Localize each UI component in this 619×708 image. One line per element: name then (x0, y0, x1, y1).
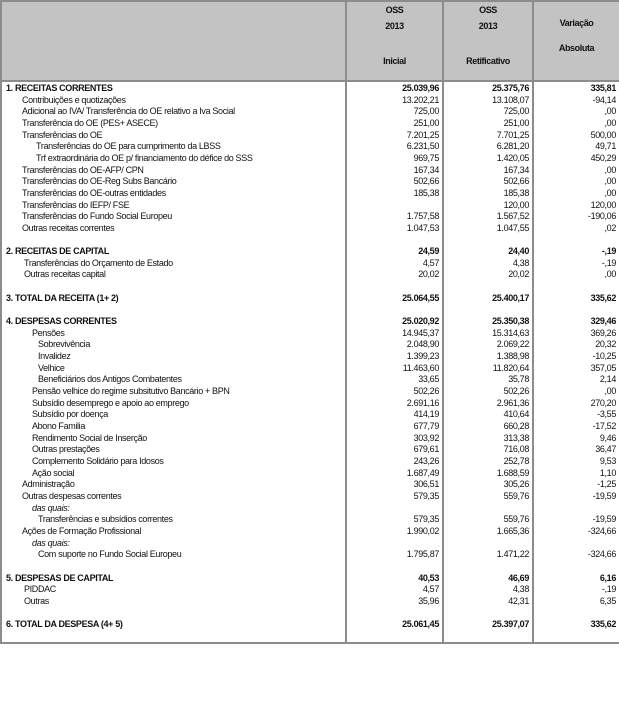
table-row (1, 211, 619, 223)
row-value-variacao (533, 607, 619, 619)
row-value-retificativo: 1.047,55 (443, 223, 533, 235)
row-value-inicial (346, 200, 443, 212)
table-row (1, 607, 619, 619)
row-value-inicial: 579,35 (346, 514, 443, 526)
row-value-variacao: 270,20 (533, 398, 619, 410)
row-label: 2. RECEITAS DE CAPITAL (1, 246, 346, 258)
row-label: 4. DESPESAS CORRENTES (1, 316, 346, 328)
table-row (1, 339, 619, 351)
row-value-retificativo: 502,26 (443, 386, 533, 398)
row-value-inicial: 2.048,90 (346, 339, 443, 351)
row-value-inicial (346, 503, 443, 515)
row-value-variacao: -94,14 (533, 95, 619, 107)
row-value-retificativo: 1.665,36 (443, 526, 533, 538)
row-value-variacao: 335,62 (533, 619, 619, 631)
row-value-retificativo (443, 561, 533, 573)
row-value-inicial: 4,57 (346, 258, 443, 270)
row-value-retificativo: 42,31 (443, 596, 533, 608)
row-value-inicial: 1.795,87 (346, 549, 443, 561)
row-label: Outras receitas capital (1, 269, 346, 281)
row-value-variacao (533, 631, 619, 644)
row-value-variacao: ,00 (533, 118, 619, 130)
row-value-inicial: 579,35 (346, 491, 443, 503)
row-label: Adicional ao IVA/ Transferência do OE relativo a Iva Social (1, 106, 346, 118)
table-row (1, 468, 619, 480)
table-row (1, 95, 619, 107)
row-value-variacao: 120,00 (533, 200, 619, 212)
row-value-retificativo: 502,66 (443, 176, 533, 188)
row-value-inicial: 25.064,55 (346, 293, 443, 305)
row-value-variacao (533, 561, 619, 573)
row-value-variacao: 450,29 (533, 153, 619, 165)
row-value-inicial: 167,34 (346, 165, 443, 177)
row-value-inicial: 414,19 (346, 409, 443, 421)
table-row (1, 584, 619, 596)
row-value-retificativo: 120,00 (443, 200, 533, 212)
header-inicial-line2: 2013 (385, 21, 404, 31)
table-row (1, 200, 619, 212)
row-label: Ação social (1, 468, 346, 480)
row-value-inicial: 14.945,37 (346, 328, 443, 340)
row-value-inicial: 7.201,25 (346, 130, 443, 142)
row-value-inicial (346, 281, 443, 293)
row-value-inicial: 306,51 (346, 479, 443, 491)
row-value-variacao: ,00 (533, 188, 619, 200)
row-value-retificativo: 716,08 (443, 444, 533, 456)
row-value-variacao: 357,05 (533, 363, 619, 375)
row-value-variacao: 6,16 (533, 573, 619, 585)
row-value-retificativo: 1.471,22 (443, 549, 533, 561)
table-row (1, 421, 619, 433)
table-row (1, 258, 619, 270)
header-retificativo-line2: 2013 (478, 21, 498, 31)
table-row (1, 351, 619, 363)
table-row (1, 328, 619, 340)
row-value-retificativo: 6.281,20 (443, 141, 533, 153)
row-value-variacao: ,00 (533, 386, 619, 398)
row-value-inicial: 502,26 (346, 386, 443, 398)
row-value-retificativo (443, 235, 533, 247)
row-label: Invalidez (1, 351, 346, 363)
row-value-inicial: 11.463,60 (346, 363, 443, 375)
table-row (1, 153, 619, 165)
table-row (1, 363, 619, 375)
header-label-column (1, 1, 346, 81)
row-label: Transferências e subsídios correntes (1, 514, 346, 526)
row-value-variacao: 2,14 (533, 374, 619, 386)
row-label: Subsídio por doença (1, 409, 346, 421)
table-row (1, 188, 619, 200)
row-label: Com suporte no Fundo Social Europeu (1, 549, 346, 561)
header-retificativo-line3: Retificativo (466, 56, 510, 66)
table-row (1, 479, 619, 491)
header-inicial-line1: OSS (385, 5, 404, 15)
row-value-retificativo (443, 304, 533, 316)
row-label: Abono Familia (1, 421, 346, 433)
row-label: Sobrevivência (1, 339, 346, 351)
table-row (1, 433, 619, 445)
row-value-retificativo (443, 538, 533, 550)
row-value-retificativo: 1.388,98 (443, 351, 533, 363)
row-value-variacao: 20,32 (533, 339, 619, 351)
row-value-retificativo (443, 631, 533, 644)
row-value-retificativo: 305,26 (443, 479, 533, 491)
table-row (1, 503, 619, 515)
row-value-variacao: ,02 (533, 223, 619, 235)
row-value-retificativo: 46,69 (443, 573, 533, 585)
row-value-variacao: -10,25 (533, 351, 619, 363)
table-row (1, 106, 619, 118)
row-value-variacao: 1,10 (533, 468, 619, 480)
row-label: Trf extraordinária do OE p/ financiamento do défice do SSS (1, 153, 346, 165)
row-value-variacao: 9,46 (533, 433, 619, 445)
header-retificativo-line1: OSS (479, 5, 497, 15)
row-value-inicial: 725,00 (346, 106, 443, 118)
table-row (1, 386, 619, 398)
row-label: Outras (1, 596, 346, 608)
row-value-variacao (533, 281, 619, 293)
row-value-variacao: -19,59 (533, 491, 619, 503)
row-value-retificativo: 15.314,63 (443, 328, 533, 340)
row-label (1, 235, 346, 247)
table-row (1, 456, 619, 468)
row-value-inicial (346, 631, 443, 644)
table-header-row (1, 1, 619, 81)
row-value-inicial: 677,79 (346, 421, 443, 433)
row-value-retificativo (443, 607, 533, 619)
row-label: Transferências do OE-Reg Subs Bancário (1, 176, 346, 188)
row-value-retificativo: 4,38 (443, 258, 533, 270)
row-value-inicial: 1.687,49 (346, 468, 443, 480)
row-label (1, 631, 346, 644)
row-value-variacao: 335,62 (533, 293, 619, 305)
row-value-inicial: 25.061,45 (346, 619, 443, 631)
table-row (1, 514, 619, 526)
table-row (1, 81, 619, 95)
table-row (1, 304, 619, 316)
row-value-inicial: 251,00 (346, 118, 443, 130)
row-value-retificativo: 2.961,36 (443, 398, 533, 410)
row-label: das quais: (1, 503, 346, 515)
row-value-retificativo: 313,38 (443, 433, 533, 445)
row-value-variacao (533, 304, 619, 316)
table-row (1, 141, 619, 153)
row-label: Transferências do IEFP/ FSE (1, 200, 346, 212)
row-value-variacao (533, 503, 619, 515)
row-value-variacao: ,00 (533, 176, 619, 188)
row-value-retificativo: 13.108,07 (443, 95, 533, 107)
row-value-retificativo: 410,64 (443, 409, 533, 421)
row-label (1, 281, 346, 293)
header-variacao (533, 1, 619, 81)
row-value-variacao: -19,59 (533, 514, 619, 526)
header-inicial-line3: Inicial (383, 56, 406, 66)
row-label: Pensões (1, 328, 346, 340)
table-row (1, 596, 619, 608)
header-inicial (346, 1, 443, 81)
row-value-inicial: 13.202,21 (346, 95, 443, 107)
row-label (1, 304, 346, 316)
row-value-retificativo: 559,76 (443, 491, 533, 503)
row-value-variacao: ,00 (533, 106, 619, 118)
row-value-retificativo: 7.701,25 (443, 130, 533, 142)
row-value-variacao: ,00 (533, 269, 619, 281)
row-value-retificativo (443, 503, 533, 515)
row-label: das quais: (1, 538, 346, 550)
row-value-inicial: 33,65 (346, 374, 443, 386)
row-value-variacao: -1,25 (533, 479, 619, 491)
row-value-retificativo: 25.397,07 (443, 619, 533, 631)
row-value-variacao: 335,81 (533, 81, 619, 95)
row-label: Transferência do OE (PES+ ASECE) (1, 118, 346, 130)
row-label: Subsídio desemprego e apoio ao emprego (1, 398, 346, 410)
row-value-variacao: 6,35 (533, 596, 619, 608)
table-row (1, 235, 619, 247)
row-label: Pensão velhice do regime subsitutivo Bancário + BPN (1, 386, 346, 398)
row-value-retificativo: 185,38 (443, 188, 533, 200)
row-value-retificativo: 2.069,22 (443, 339, 533, 351)
header-retificativo (443, 1, 533, 81)
row-value-retificativo (443, 281, 533, 293)
row-value-retificativo: 1.688,59 (443, 468, 533, 480)
row-value-inicial (346, 235, 443, 247)
row-label: 5. DESPESAS DE CAPITAL (1, 573, 346, 585)
row-label: Transferências do OE-AFP/ CPN (1, 165, 346, 177)
row-value-retificativo: 11.820,64 (443, 363, 533, 375)
row-value-inicial: 969,75 (346, 153, 443, 165)
table-row (1, 538, 619, 550)
row-value-inicial: 35,96 (346, 596, 443, 608)
row-value-retificativo: 1.567,52 (443, 211, 533, 223)
row-label: 1. RECEITAS CORRENTES (1, 81, 346, 95)
row-value-inicial: 185,38 (346, 188, 443, 200)
table-row (1, 561, 619, 573)
table-row (1, 526, 619, 538)
table-row (1, 269, 619, 281)
row-label: 3. TOTAL DA RECEITA (1+ 2) (1, 293, 346, 305)
row-label: 6. TOTAL DA DESPESA (4+ 5) (1, 619, 346, 631)
table-row (1, 223, 619, 235)
row-label: Ações de Formação Profissional (1, 526, 346, 538)
row-value-retificativo: 167,34 (443, 165, 533, 177)
row-label: Transferências do OE (1, 130, 346, 142)
row-value-retificativo: 251,00 (443, 118, 533, 130)
row-label: Transferências do Fundo Social Europeu (1, 211, 346, 223)
row-value-retificativo: 24,40 (443, 246, 533, 258)
row-value-variacao: -17,52 (533, 421, 619, 433)
row-value-retificativo: 4,38 (443, 584, 533, 596)
row-value-retificativo: 660,28 (443, 421, 533, 433)
row-value-inicial (346, 561, 443, 573)
table-row (1, 409, 619, 421)
table-row (1, 293, 619, 305)
table-row (1, 491, 619, 503)
row-label: Transferências do OE para cumprimento da LBSS (1, 141, 346, 153)
row-value-retificativo: 25.350,38 (443, 316, 533, 328)
table-row (1, 398, 619, 410)
row-value-variacao: 369,26 (533, 328, 619, 340)
row-value-inicial: 24,59 (346, 246, 443, 258)
row-value-inicial: 1.047,53 (346, 223, 443, 235)
row-value-inicial: 303,92 (346, 433, 443, 445)
row-value-inicial (346, 607, 443, 619)
row-value-retificativo: 20,02 (443, 269, 533, 281)
row-label: Complemento Solidário para Idosos (1, 456, 346, 468)
row-value-retificativo: 25.400,17 (443, 293, 533, 305)
header-variacao-line1: Variação (559, 18, 594, 28)
table-row (1, 165, 619, 177)
row-value-variacao: 49,71 (533, 141, 619, 153)
header-variacao-line2: Absoluta (558, 43, 595, 53)
row-label: Contribuições e quotizações (1, 95, 346, 107)
row-value-variacao (533, 235, 619, 247)
row-value-inicial (346, 304, 443, 316)
row-value-inicial: 40,53 (346, 573, 443, 585)
row-label (1, 561, 346, 573)
row-value-variacao: -,19 (533, 246, 619, 258)
row-label: PIDDAC (1, 584, 346, 596)
row-label: Beneficiários dos Antigos Combatentes (1, 374, 346, 386)
row-value-inicial: 4,57 (346, 584, 443, 596)
row-value-inicial: 1.757,58 (346, 211, 443, 223)
table-row (1, 118, 619, 130)
table-row (1, 246, 619, 258)
table-row (1, 444, 619, 456)
table-row (1, 631, 619, 644)
row-value-variacao: ,00 (533, 165, 619, 177)
row-value-variacao: 36,47 (533, 444, 619, 456)
row-label (1, 607, 346, 619)
row-value-inicial: 243,26 (346, 456, 443, 468)
row-label: Outras receitas correntes (1, 223, 346, 235)
row-value-variacao: -324,66 (533, 526, 619, 538)
table-row (1, 549, 619, 561)
table-row (1, 619, 619, 631)
row-value-variacao: 329,46 (533, 316, 619, 328)
row-label: Outras prestações (1, 444, 346, 456)
row-value-inicial: 2.691,16 (346, 398, 443, 410)
row-value-inicial: 502,66 (346, 176, 443, 188)
row-value-retificativo: 725,00 (443, 106, 533, 118)
row-value-retificativo: 559,76 (443, 514, 533, 526)
row-value-variacao: -324,66 (533, 549, 619, 561)
table-row (1, 176, 619, 188)
row-label: Rendimento Social de Inserção (1, 433, 346, 445)
row-label: Administração (1, 479, 346, 491)
row-value-inicial: 25.020,92 (346, 316, 443, 328)
row-value-inicial: 1.990,02 (346, 526, 443, 538)
row-value-variacao: -,19 (533, 584, 619, 596)
table-row (1, 316, 619, 328)
table-body (1, 81, 619, 643)
row-label: Transferências do Orçamento de Estado (1, 258, 346, 270)
row-value-variacao (533, 538, 619, 550)
row-value-retificativo: 1.420,05 (443, 153, 533, 165)
row-value-inicial: 6.231,50 (346, 141, 443, 153)
row-value-inicial (346, 538, 443, 550)
row-value-variacao: -,19 (533, 258, 619, 270)
table-row (1, 573, 619, 585)
table-row (1, 374, 619, 386)
row-value-retificativo: 252,78 (443, 456, 533, 468)
row-value-inicial: 679,61 (346, 444, 443, 456)
row-value-variacao: -3,55 (533, 409, 619, 421)
row-value-variacao: -190,06 (533, 211, 619, 223)
row-label: Outras despesas correntes (1, 491, 346, 503)
row-value-retificativo: 35,78 (443, 374, 533, 386)
row-label: Transferências do OE-outras entidades (1, 188, 346, 200)
row-value-retificativo: 25.375,76 (443, 81, 533, 95)
row-label: Velhice (1, 363, 346, 375)
row-value-inicial: 20,02 (346, 269, 443, 281)
row-value-variacao: 500,00 (533, 130, 619, 142)
row-value-variacao: 9,53 (533, 456, 619, 468)
table-row (1, 281, 619, 293)
row-value-inicial: 25.039,96 (346, 81, 443, 95)
row-value-inicial: 1.399,23 (346, 351, 443, 363)
table-row (1, 130, 619, 142)
